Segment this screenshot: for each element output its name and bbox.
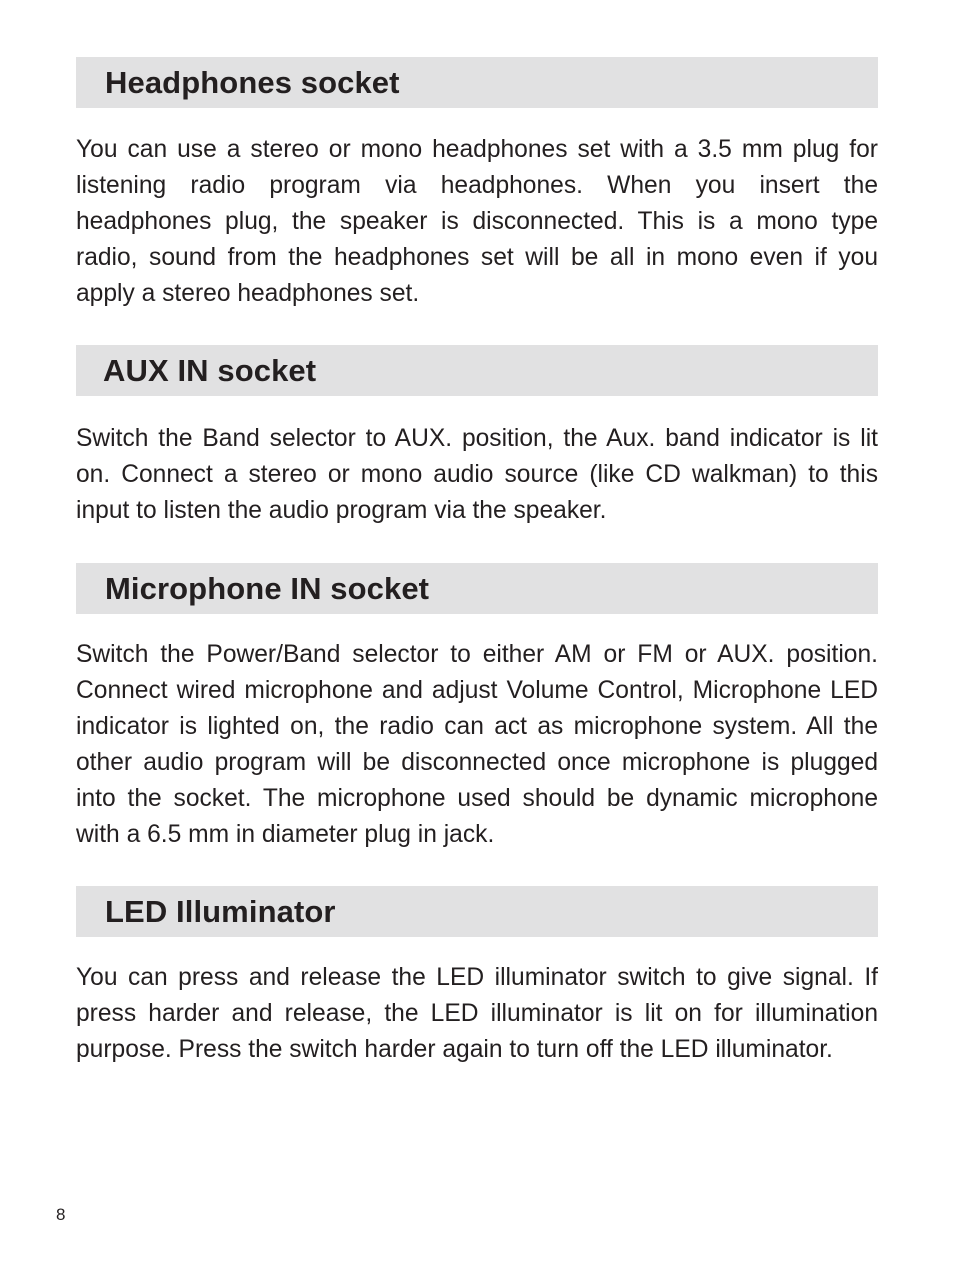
section-title: Headphones socket: [105, 64, 400, 100]
section-header-bar: [76, 345, 878, 396]
section-body: You can use a stereo or mono headphones set with a 3.5 mm plug for listening radio program via headphones. When you insert the headphones plug, the speaker is disconnected. This is a mono type radio, sound from the headphones set will be all in mono even if you apply a stereo headphones set.: [76, 136, 878, 307]
section-header-bar: [76, 886, 878, 937]
section-led-illuminator: [76, 886, 878, 1068]
section-aux-in-socket: [76, 345, 878, 529]
section-body: You can press and release the LED illuminator switch to give signal. If press harder and release, the LED illuminator is lit on for illumination purpose. Press the switch harder again to turn off the LED illuminator.: [76, 964, 878, 1063]
section-headphones-socket: [76, 57, 878, 312]
section-title: LED Illuminator: [105, 893, 336, 929]
section-body: Switch the Power/Band selector to either AM or FM or AUX. position. Connect wired microphone and adjust Volume Control, Microphone LED indicator is lighted on, the radio can act as microphone system. All the other audio program will be disconnected once microphone is plugged into the socket. The microphone used should be dynamic microphone with a 6.5 mm in diameter plug in jack.: [76, 641, 878, 848]
manual-page: [76, 57, 878, 1068]
section-header-bar: [76, 57, 878, 108]
section-title: AUX IN socket: [103, 352, 317, 388]
section-microphone-in-socket: [76, 563, 878, 853]
page-number: 8: [56, 1205, 66, 1224]
section-title: Microphone IN socket: [105, 570, 430, 606]
section-header-bar: [76, 563, 878, 614]
section-body: Switch the Band selector to AUX. position, the Aux. band indicator is lit on. Connect a stereo or mono audio source (like CD walkman) to this input to listen the audio program via the speaker.: [76, 425, 878, 524]
